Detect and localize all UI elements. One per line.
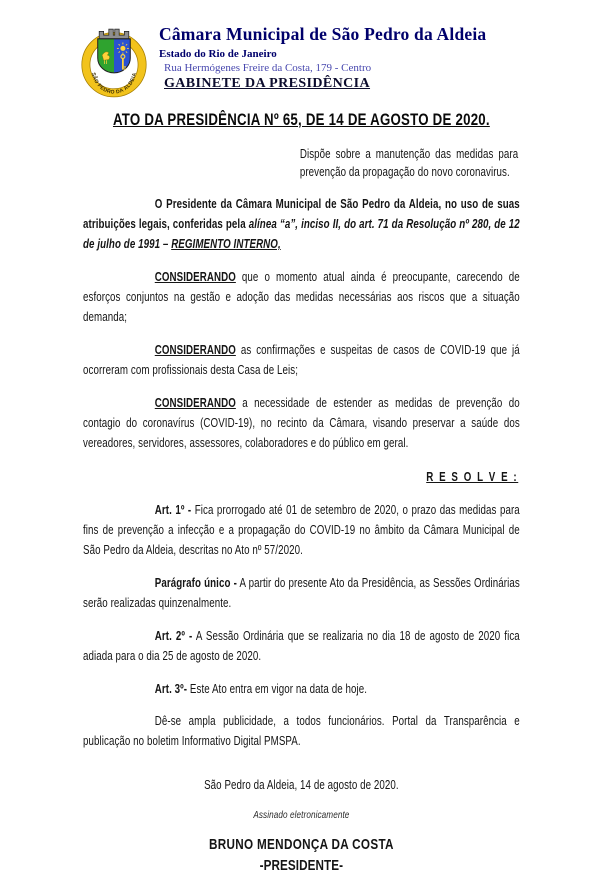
crest-motto-text: SÃO PEDRO DA ALDEIA <box>89 72 139 96</box>
document-body <box>83 110 520 876</box>
resolve-heading: R E S O L V E : <box>426 470 519 484</box>
signer-name: BRUNO MENDONÇA DA COSTA <box>208 836 394 853</box>
considerando-paragraph <box>83 393 520 453</box>
dateline: São Pedro da Aldeia, 14 de agosto de 2020. <box>204 778 399 792</box>
org-name: Câmara Municipal de São Pedro da Aldeia <box>159 24 487 44</box>
considerando-label: CONSIDERANDO <box>154 343 236 357</box>
considerando-text: as confirmações e suspeitas de casos de COVID-19 que já ocorreram com profissionais desta Casa de Leis; <box>83 343 520 377</box>
preamble-citation: alínea “a”, inciso II, do art. 71 da Resolução nº 280, de 12 de julho de 1991 – <box>83 217 520 251</box>
considerando-text: a necessidade de estender as medidas de prevenção do contagio do coronavírus (COVID-19), no recinto da Câmara, visando preservar a saúde dos vereadores, servidores, assessores, colaboradores e do público em geral. <box>83 396 520 450</box>
preamble-citation-emphasis: REGIMENTO INTERNO, <box>171 237 281 251</box>
letterhead-text <box>159 22 486 92</box>
closing-paragraph: Dê-se ampla publicidade, a todos funcionários. Portal da Transparência e publicação no boletim Informativo Digital PMSPA. <box>83 714 520 748</box>
article-label: Art. 2º - <box>154 629 193 643</box>
preamble-paragraph <box>83 194 520 254</box>
article-paragraph <box>83 573 520 613</box>
considerando-label: CONSIDERANDO <box>154 270 236 284</box>
org-address: Rua Hermógenes Freire da Costa, 179 - Centro <box>164 62 372 74</box>
article-paragraph <box>83 679 520 699</box>
document-title: ATO DA PRESIDÊNCIA Nº 65, DE 14 DE AGOSTO DE 2020. <box>112 110 490 129</box>
considerando-text: que o momento atual ainda é preocupante, carecendo de esforços conjuntos na gestão e adoção das medidas necessárias aos riscos que a situação demanda; <box>83 270 520 324</box>
article-text: A Sessão Ordinária que se realizaria no dia 18 de agosto de 2020 fica adiada para o dia 25 de agosto de 2020. <box>83 629 520 663</box>
article-text: A partir do presente Ato da Presidência, as Sessões Ordinárias serão realizadas quinzenalmente. <box>83 576 520 610</box>
article-label: Art. 1º - <box>154 503 192 517</box>
signer-role: -PRESIDENTE- <box>259 857 344 874</box>
article-label: Parágrafo único - <box>154 576 237 590</box>
document-summary: Dispõe sobre a manutenção das medidas para prevenção da propagação do novo coronavirus. <box>299 147 519 179</box>
article-paragraph <box>83 500 520 560</box>
considerando-paragraph <box>83 340 520 380</box>
considerando-paragraph <box>83 267 520 327</box>
org-office: GABINETE DA PRESIDÊNCIA <box>164 76 371 91</box>
considerando-label: CONSIDERANDO <box>154 396 236 410</box>
signed-electronically-note: Assinado eletronicamente <box>253 809 350 821</box>
article-paragraph <box>83 626 520 666</box>
preamble-lead: O Presidente da Câmara Municipal de São Pedro da Aldeia, no uso de suas atribuições legais, conferidas pela <box>83 197 520 231</box>
letterhead <box>77 22 600 100</box>
municipal-crest-icon <box>77 22 151 100</box>
article-text: Fica prorrogado até 01 de setembro de 2020, o prazo das medidas para fins de prevenção a infecção e a propagação do COVID-19 no âmbito da Câmara Municipal de São Pedro da Aldeia, descritas no Ato nº 57/2020. <box>83 503 520 557</box>
org-state: Estado do Rio de Janeiro <box>159 48 277 60</box>
article-text: Este Ato entra em vigor na data de hoje. <box>187 681 368 696</box>
article-label: Art. 3º- <box>154 681 188 696</box>
